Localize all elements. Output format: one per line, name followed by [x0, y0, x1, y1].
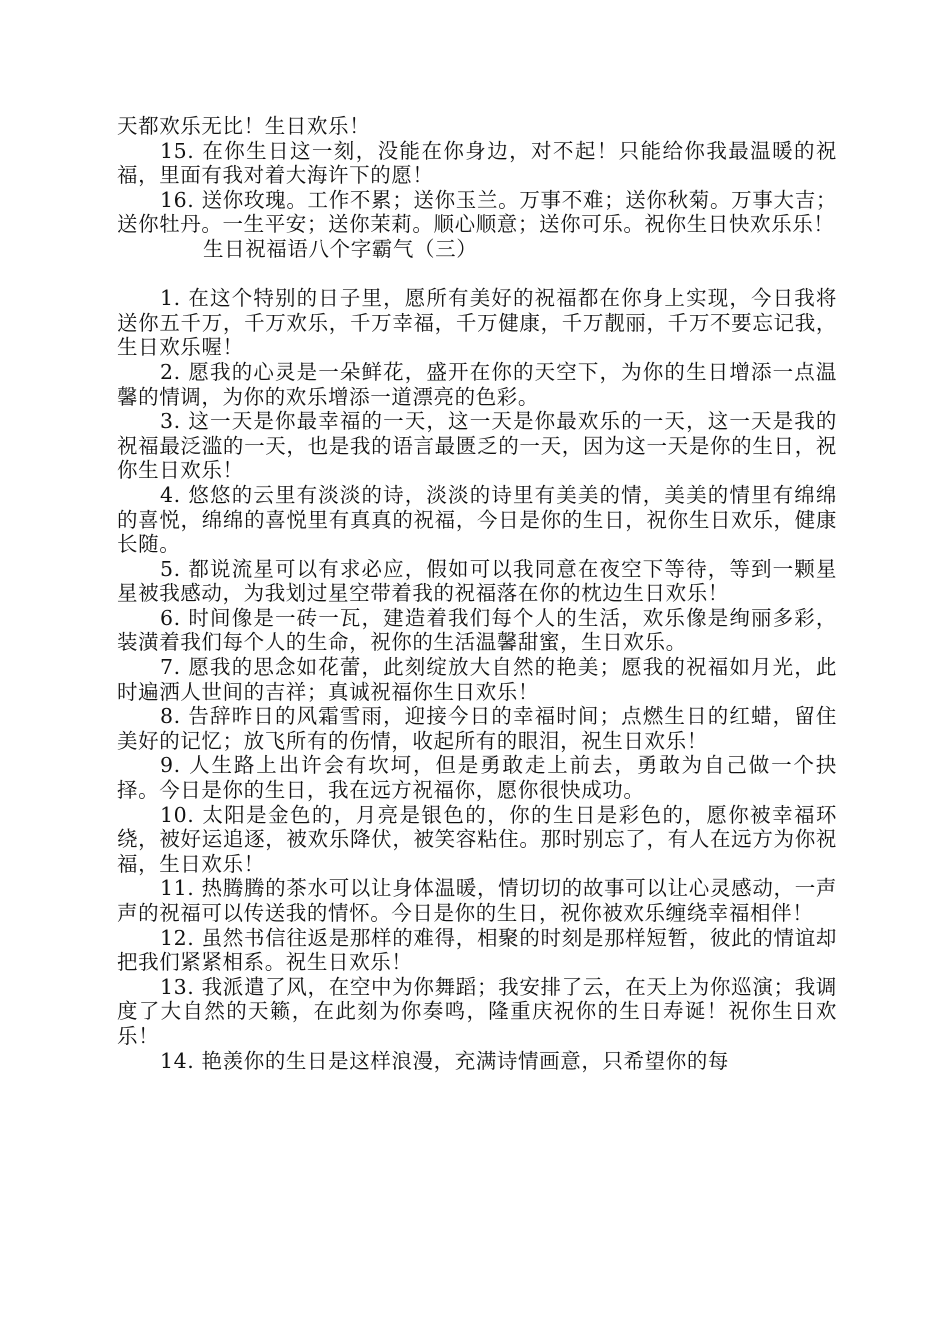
list-item: 8. 告辞昨日的风霜雪雨，迎接今日的幸福时间；点燃生日的红蜡，留住美好的记忆；放飞所有的伤情，收起所有的眼泪，祝生日欢乐！	[117, 704, 837, 753]
list-item: 5. 都说流星可以有求必应，假如可以我同意在夜空下等待，等到一颗星星被我感动，为我划过星空带着我的祝福落在你的枕边生日欢乐！	[117, 556, 837, 606]
blank-line	[117, 262, 837, 287]
list-item: 3. 这一天是你最幸福的一天，这一天是你最欢乐的一天，这一天是我的祝福最泛滥的一天，也是我的语言最匮乏的一天，因为这一天是你的生日，祝你生日欢乐！	[117, 409, 837, 483]
paragraph-item-15: 15. 在你生日这一刻，没能在你身边，对不起！只能给你我最温暖的祝福，里面有我对着大海许下的愿！	[117, 138, 837, 188]
list-item: 14. 艳羡你的生日是这样浪漫，充满诗情画意，只希望你的每	[160, 1048, 730, 1073]
list-item: 2. 愿我的心灵是一朵鲜花，盛开在你的天空下，为你的生日增添一点温馨的情调，为你的欢乐增添一道漂亮的色彩。	[117, 359, 837, 409]
section-heading: 生日祝福语八个字霸气（三）	[203, 236, 478, 261]
list-item: 13. 我派遣了风，在空中为你舞蹈；我安排了云，在天上为你巡演；我调度了大自然的天籁，在此刻为你奏鸣，隆重庆祝你的生日寿诞！祝你生日欢乐！	[117, 974, 837, 1048]
document-page	[117, 114, 837, 1073]
paragraph-continuation: 天都欢乐无比！生日欢乐！	[117, 114, 371, 138]
list-item: 11. 热腾腾的茶水可以让身体温暖，情切切的故事可以让心灵感动，一声声的祝福可以传送我的情怀。今日是你的生日，祝你被欢乐缠绕幸福相伴！	[117, 876, 837, 925]
list-item: 4. 悠悠的云里有淡淡的诗，淡淡的诗里有美美的情，美美的情里有绵绵的喜悦，绵绵的喜悦里有真真的祝福，今日是你的生日，祝你生日欢乐，健康长随。	[117, 482, 837, 557]
list-item: 7. 愿我的思念如花蕾，此刻绽放大自然的艳美；愿我的祝福如月光，此时遍洒人世间的吉祥；真诚祝福你生日欢乐！	[117, 655, 837, 704]
list-item: 1. 在这个特别的日子里，愿所有美好的祝福都在你身上实现，今日我将送你五千万，千万欢乐，千万幸福，千万健康，千万靓丽，千万不要忘记我，生日欢乐喔！	[117, 286, 837, 360]
list-item: 9. 人生路上出许会有坎坷，但是勇敢走上前去，勇敢为自己做一个抉择。今日是你的生日，我在远方祝福你，愿你很快成功。	[117, 753, 837, 803]
list-item: 10. 太阳是金色的，月亮是银色的，你的生日是彩色的，愿你被幸福环绕，被好运追逐，被欢乐降伏，被笑容粘住。那时别忘了，有人在远方为你祝福，生日欢乐！	[117, 802, 837, 876]
list-item: 12. 虽然书信往返是那样的难得，相聚的时刻是那样短暂，彼此的情谊却把我们紧紧相系。祝生日欢乐！	[117, 925, 837, 975]
paragraph-item-16: 16. 送你玫瑰。工作不累；送你玉兰。万事不难；送你秋菊。万事大吉；送你牡丹。一生平安；送你茉莉。顺心顺意；送你可乐。祝你生日快欢乐乐！	[117, 187, 837, 237]
list-item: 6. 时间像是一砖一瓦，建造着我们每个人的生活，欢乐像是绚丽多彩，装潢着我们每个人的生命，祝你的生活温馨甜蜜，生日欢乐。	[117, 605, 837, 655]
